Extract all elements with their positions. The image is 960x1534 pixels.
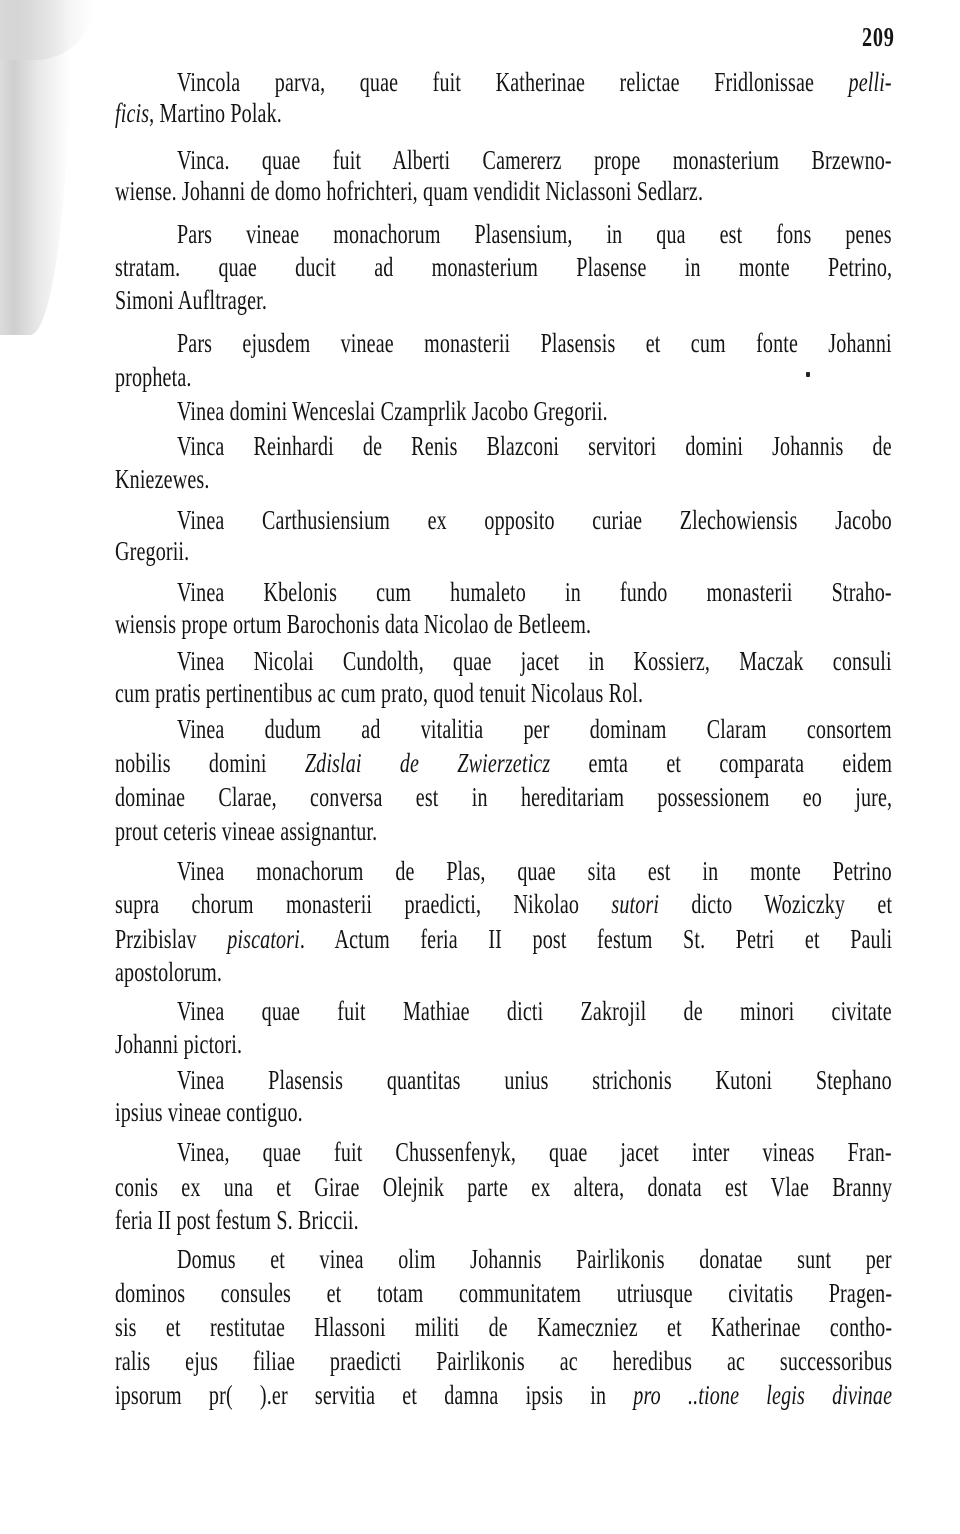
text-segment: Pars vineae monachorum Plasensium, in qua est fons penes — [177, 219, 892, 249]
text-line — [115, 362, 892, 392]
text-line — [177, 67, 892, 97]
text-line — [115, 748, 892, 778]
text-line — [177, 396, 892, 426]
scan-corner-shadow — [0, 0, 95, 60]
text-segment: Vinca Reinhardi de Renis Blazconi servitori domini Johannis de — [177, 431, 892, 461]
text-segment: dominae Clarae, conversa est in hereditariam possessionem eo jure, — [115, 782, 893, 812]
text-line — [115, 1205, 892, 1235]
text-line — [177, 1065, 892, 1095]
text-line — [115, 1312, 892, 1342]
text-segment: wiensis prope ortum Barochonis data Nicolao de Betleem. — [115, 609, 592, 639]
text-segment: cum pratis pertinentibus ac cum prato, quod tenuit Nicolaus Rol. — [115, 678, 644, 708]
text-segment: Vinea quae fuit Mathiae dicti Zakrojil de minori civitate — [177, 996, 892, 1026]
text-segment: Vinea Carthusiensium ex opposito curiae Zlechowiensis Jacobo — [177, 505, 892, 535]
text-segment: stratam. quae ducit ad monasterium Plasense in monte Petrino, — [115, 252, 893, 282]
text-line — [115, 98, 892, 128]
text-segment: Vincola parva, quae fuit Katherinae relictae Fridlonissae — [177, 67, 849, 97]
text-segment: Vinea monachorum de Plas, quae sita est in monte Petrino — [177, 856, 892, 886]
text-segment: . Actum feria II post festum St. Petri et Pauli — [299, 924, 893, 954]
text-segment: Domus et vinea olim Johannis Pairlikonis donatae sunt per — [177, 1244, 892, 1274]
text-segment: Gregorii. — [115, 536, 190, 566]
text-segment: sis et restitutae Hlassoni militi de Kameczniez et Katherinae contho- — [115, 1312, 893, 1342]
text-line — [115, 957, 892, 987]
text-segment: Johanni pictori. — [115, 1029, 243, 1059]
text-line — [177, 646, 892, 676]
text-line — [177, 1244, 892, 1274]
text-line — [115, 1172, 892, 1202]
text-line — [115, 889, 892, 919]
text-segment: supra chorum monasterii praedicti, Nikolao — [115, 889, 612, 919]
text-line — [115, 176, 892, 206]
text-line — [115, 1097, 892, 1127]
text-line — [177, 577, 892, 607]
text-segment: Vinea Kbelonis cum humaleto in fundo monasterii Straho- — [177, 577, 892, 607]
text-line — [177, 714, 892, 744]
text-line — [177, 505, 892, 535]
text-segment: prout ceteris vineae assignantur. — [115, 816, 378, 846]
text-segment: Kniezewes. — [115, 464, 210, 494]
text-segment: , Martino Polak. — [149, 98, 282, 128]
text-line — [177, 328, 892, 358]
text-line — [115, 536, 892, 566]
text-segment: Vinea Nicolai Cundolth, quae jacet in Kossierz, Maczak consuli — [177, 646, 892, 676]
text-line — [115, 678, 892, 708]
text-line — [177, 431, 892, 461]
text-segment: ipsius vineae contiguo. — [115, 1097, 303, 1127]
text-segment: Pars ejusdem vineae monasterii Plasensis et cum fonte Johanni — [177, 328, 892, 358]
text-segment: Vinea, quae fuit Chussenfenyk, quae jacet inter vineas Fran- — [177, 1137, 892, 1167]
text-line — [115, 252, 892, 282]
text-line — [115, 1346, 892, 1376]
italic-text: piscatori — [227, 924, 300, 954]
text-line — [177, 996, 892, 1026]
text-line — [115, 1380, 892, 1410]
text-segment: Vinea Plasensis quantitas unius strichonis Kutoni Stephano — [177, 1065, 892, 1095]
text-segment: Vinea domini Wenceslai Czamprlik Jacobo Gregorii. — [177, 396, 608, 426]
text-segment: Przibislav — [115, 924, 228, 954]
text-segment: Simoni Aufltrager. — [115, 285, 268, 315]
text-line — [177, 1137, 892, 1167]
text-segment: apostolorum. — [115, 957, 223, 987]
italic-text: Zdislai de Zwierzeticz — [304, 748, 551, 778]
text-line — [115, 285, 892, 315]
text-segment: ipsorum pr( ).er servitia et damna ipsis in — [115, 1380, 634, 1410]
text-line — [115, 609, 892, 639]
text-segment: conis ex una et Girae Olejnik parte ex altera, donata est Vlae Branny — [115, 1172, 893, 1202]
text-segment: propheta. — [115, 362, 192, 392]
stray-ink-mark — [806, 372, 810, 377]
text-line — [177, 145, 892, 175]
italic-text: sutori — [611, 889, 660, 919]
text-line — [115, 924, 892, 954]
text-segment: dominos consules et totam communitatem utriusque civitatis Pragen- — [115, 1278, 893, 1308]
text-line — [115, 464, 892, 494]
italic-text: ficis — [115, 98, 150, 128]
text-segment: Vinea dudum ad vitalitia per dominam Claram consortem — [177, 714, 892, 744]
text-segment: ralis ejus filiae praedicti Pairlikonis ac heredibus ac successoribus — [115, 1346, 893, 1376]
text-segment: feria II post festum S. Briccii. — [115, 1205, 359, 1235]
text-line — [177, 219, 892, 249]
text-line — [115, 782, 892, 812]
text-line — [115, 1278, 892, 1308]
italic-text: pelli- — [848, 67, 892, 97]
text-segment: nobilis domini — [115, 748, 305, 778]
text-segment: Vinca. quae fuit Alberti Camererz prope monasterium Brzewno- — [177, 145, 892, 175]
text-line — [115, 816, 892, 846]
text-line — [115, 1029, 892, 1059]
text-segment: dicto Woziczky et — [659, 889, 893, 919]
text-segment: emta et comparata eidem — [550, 748, 893, 778]
text-line — [177, 856, 892, 886]
page-number: 209 — [862, 22, 895, 52]
italic-text: pro ..tione legis divinae — [633, 1380, 893, 1410]
text-segment: wiense. Johanni de domo hofrichteri, quam vendidit Niclassoni Sedlarz. — [115, 176, 704, 206]
